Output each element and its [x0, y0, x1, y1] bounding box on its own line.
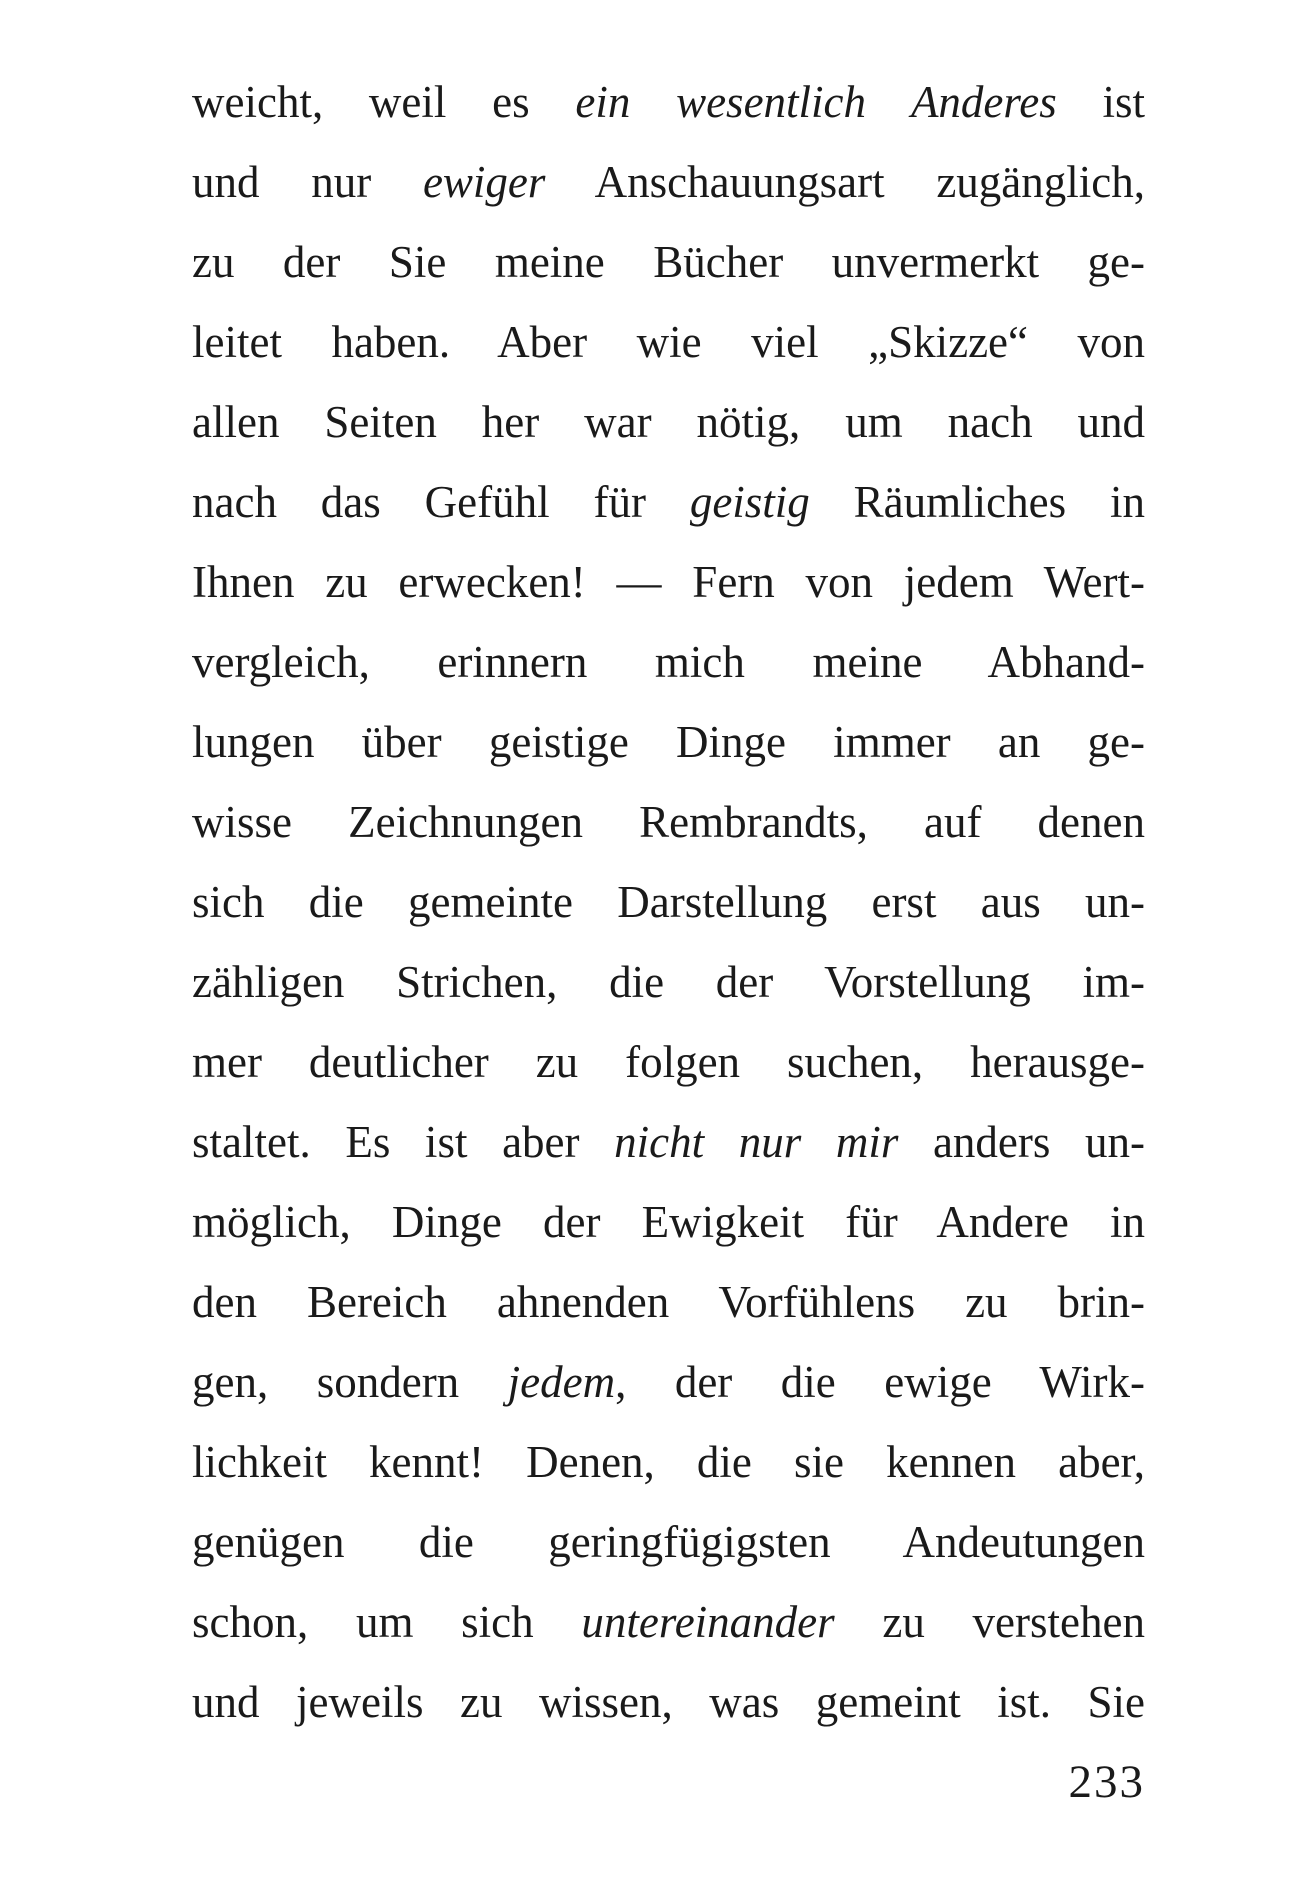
text-line — [192, 462, 1145, 542]
text-line — [192, 382, 1145, 462]
text-line — [192, 1582, 1145, 1662]
text-line — [192, 62, 1145, 142]
text-segment: anders un- — [898, 1117, 1145, 1167]
text-segment: und jeweils zu wissen, was gemeint ist. Sie — [192, 1677, 1145, 1727]
text-line — [192, 542, 1145, 622]
text-line — [192, 1422, 1145, 1502]
text-segment: leitet haben. Aber wie viel „Skizze“ von — [192, 317, 1145, 367]
text-line — [192, 142, 1145, 222]
text-segment: lungen über geistige Dinge immer an ge- — [192, 717, 1145, 767]
text-segment: zähligen Strichen, die der Vorstellung im- — [192, 957, 1145, 1007]
text-line — [192, 862, 1145, 942]
page-number: 233 — [1068, 1756, 1145, 1808]
text-line — [192, 1662, 1145, 1742]
text-line — [192, 222, 1145, 302]
text-segment: zu der Sie meine Bücher unvermerkt ge- — [192, 237, 1145, 287]
text-line — [192, 302, 1145, 382]
emphasized-text: nicht nur mir — [614, 1117, 899, 1167]
text-segment: vergleich, erinnern mich meine Abhand- — [192, 637, 1145, 687]
text-line — [192, 942, 1145, 1022]
emphasized-text: untereinander — [581, 1597, 835, 1647]
text-segment: staltet. Es ist aber — [192, 1117, 615, 1167]
text-segment: schon, um sich — [192, 1597, 582, 1647]
text-segment: möglich, Dinge der Ewigkeit für Andere in — [192, 1197, 1145, 1247]
text-segment: lichkeit kennt! Denen, die sie kennen aber, — [192, 1437, 1145, 1487]
text-segment: ist — [1056, 77, 1145, 127]
emphasized-text: geistig — [689, 477, 810, 527]
text-segment: wisse Zeichnungen Rembrandts, auf denen — [192, 797, 1145, 847]
text-segment: mer deutlicher zu folgen suchen, herausge- — [192, 1037, 1145, 1087]
text-segment: Anschauungsart zugänglich, — [545, 157, 1145, 207]
emphasized-text: jedem — [507, 1357, 616, 1407]
text-line — [192, 1022, 1145, 1102]
text-segment: zu verstehen — [834, 1597, 1145, 1647]
text-line — [192, 1342, 1145, 1422]
text-segment: den Bereich ahnenden Vorfühlens zu brin- — [192, 1277, 1145, 1327]
text-segment: sich die gemeinte Darstellung erst aus un- — [192, 877, 1145, 927]
text-line — [192, 1182, 1145, 1262]
text-segment: Ihnen zu erwecken! — Fern von jedem Wert- — [192, 557, 1145, 607]
text-line — [192, 782, 1145, 862]
emphasized-text: ewiger — [422, 157, 546, 207]
text-line — [192, 1262, 1145, 1342]
emphasized-text: ein wesentlich Anderes — [575, 77, 1057, 127]
text-line — [192, 702, 1145, 782]
text-line — [192, 1102, 1145, 1182]
text-segment: nach das Gefühl für — [192, 477, 690, 527]
text-segment: Räumliches in — [809, 477, 1145, 527]
text-line — [192, 622, 1145, 702]
text-line — [192, 1502, 1145, 1582]
text-segment: allen Seiten her war nötig, um nach und — [192, 397, 1145, 447]
text-segment: gen, sondern — [192, 1357, 508, 1407]
text-segment: genügen die geringfügigsten Andeutungen — [192, 1517, 1145, 1567]
text-segment: , der die ewige Wirk- — [615, 1357, 1145, 1407]
body-text — [192, 62, 1145, 1742]
text-segment: und nur — [192, 157, 423, 207]
text-segment: weicht, weil es — [192, 77, 576, 127]
